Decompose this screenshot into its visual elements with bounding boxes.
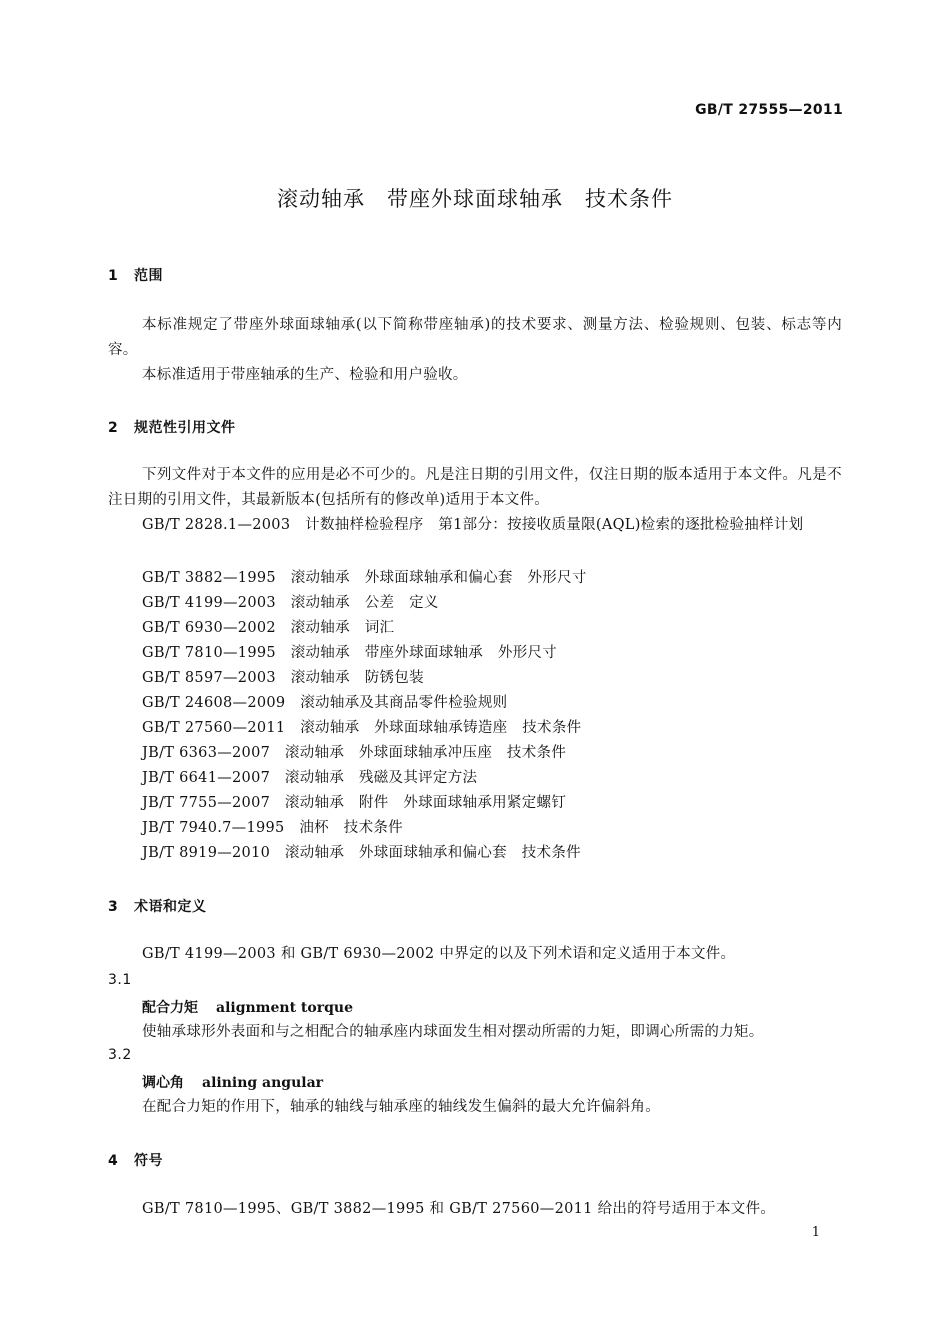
reference-item: JB/T 8919—2010 滚动轴承 外球面球轴承和偏心套 技术条件	[142, 845, 581, 861]
document-title: 滚动轴承 带座外球面球轴承 技术条件	[277, 187, 673, 211]
section-1-paragraph-2: 本标准适用于带座轴承的生产、检验和用户验收。	[142, 367, 468, 383]
section-2-heading	[108, 417, 236, 437]
section-number: 3	[108, 899, 119, 915]
reference-item: JB/T 7940.7—1995 油杯 技术条件	[142, 820, 403, 836]
standard-number: GB/T 27555—2011	[695, 102, 843, 118]
reference-item: JB/T 6641—2007 滚动轴承 残磁及其评定方法	[142, 770, 478, 786]
section-3-intro: GB/T 4199—2003 和 GB/T 6930—2002 中界定的以及下列术语和定义适用于本文件。	[142, 946, 736, 962]
section-1-heading	[108, 265, 163, 285]
reference-item: GB/T 8597—2003 滚动轴承 防锈包装	[142, 670, 424, 686]
term-name-en: alining angular	[202, 1075, 324, 1091]
term-name	[142, 997, 353, 1017]
term-name-zh: 调心角	[142, 1075, 184, 1091]
term-number: 3.1	[108, 972, 132, 988]
reference-item: GB/T 2828.1—2003 计数抽样检验程序 第1部分：按接收质量限(AQL)检索的逐批检验抽样计划	[142, 517, 804, 533]
reference-item: GB/T 7810—1995 滚动轴承 带座外球面球轴承 外形尺寸	[142, 645, 558, 661]
term-name	[142, 1072, 323, 1092]
page-number: 1	[811, 1225, 820, 1240]
term-definition: 在配合力矩的作用下，轴承的轴线与轴承座的轴线发生偏斜的最大允许偏斜角。	[142, 1099, 660, 1115]
reference-item: GB/T 24608—2009 滚动轴承及其商品零件检验规则	[142, 695, 508, 711]
reference-item: GB/T 6930—2002 滚动轴承 词汇	[142, 620, 395, 636]
term-definition: 使轴承球形外表面和与之相配合的轴承座内球面发生相对摆动所需的力矩，即调心所需的力矩。	[142, 1024, 764, 1040]
section-3-heading	[108, 896, 207, 916]
section-number: 2	[108, 420, 119, 436]
reference-item: JB/T 6363—2007 滚动轴承 外球面球轴承冲压座 技术条件	[142, 745, 567, 761]
reference-item: GB/T 4199—2003 滚动轴承 公差 定义	[142, 595, 439, 611]
section-title: 规范性引用文件	[134, 420, 236, 436]
reference-item: JB/T 7755—2007 滚动轴承 附件 外球面球轴承用紧定螺钉	[142, 795, 567, 811]
section-4-heading	[108, 1150, 163, 1170]
section-2-intro: 下列文件对于本文件的应用是必不可少的。凡是注日期的引用文件，仅注日期的版本适用于本文件。凡是不注日期的引用文件，其最新版本(包括所有的修改单)适用于本文件。	[108, 467, 842, 508]
term-number: 3.2	[108, 1047, 132, 1063]
section-title: 术语和定义	[134, 899, 207, 915]
term-name-en: alignment torque	[216, 1000, 353, 1016]
term-name-zh: 配合力矩	[142, 1000, 198, 1016]
section-number: 4	[108, 1153, 119, 1169]
reference-item: GB/T 27560—2011 滚动轴承 外球面球轴承铸造座 技术条件	[142, 720, 582, 736]
section-4-paragraph-1: GB/T 7810—1995、GB/T 3882—1995 和 GB/T 27560—2011 给出的符号适用于本文件。	[142, 1201, 776, 1217]
section-1-paragraph-1: 本标准规定了带座外球面球轴承(以下简称带座轴承)的技术要求、测量方法、检验规则、包装、标志等内容。	[108, 317, 842, 358]
section-title: 范围	[134, 268, 163, 284]
reference-item: GB/T 3882—1995 滚动轴承 外球面球轴承和偏心套 外形尺寸	[142, 570, 587, 586]
section-number: 1	[108, 268, 119, 284]
section-title: 符号	[134, 1153, 163, 1169]
